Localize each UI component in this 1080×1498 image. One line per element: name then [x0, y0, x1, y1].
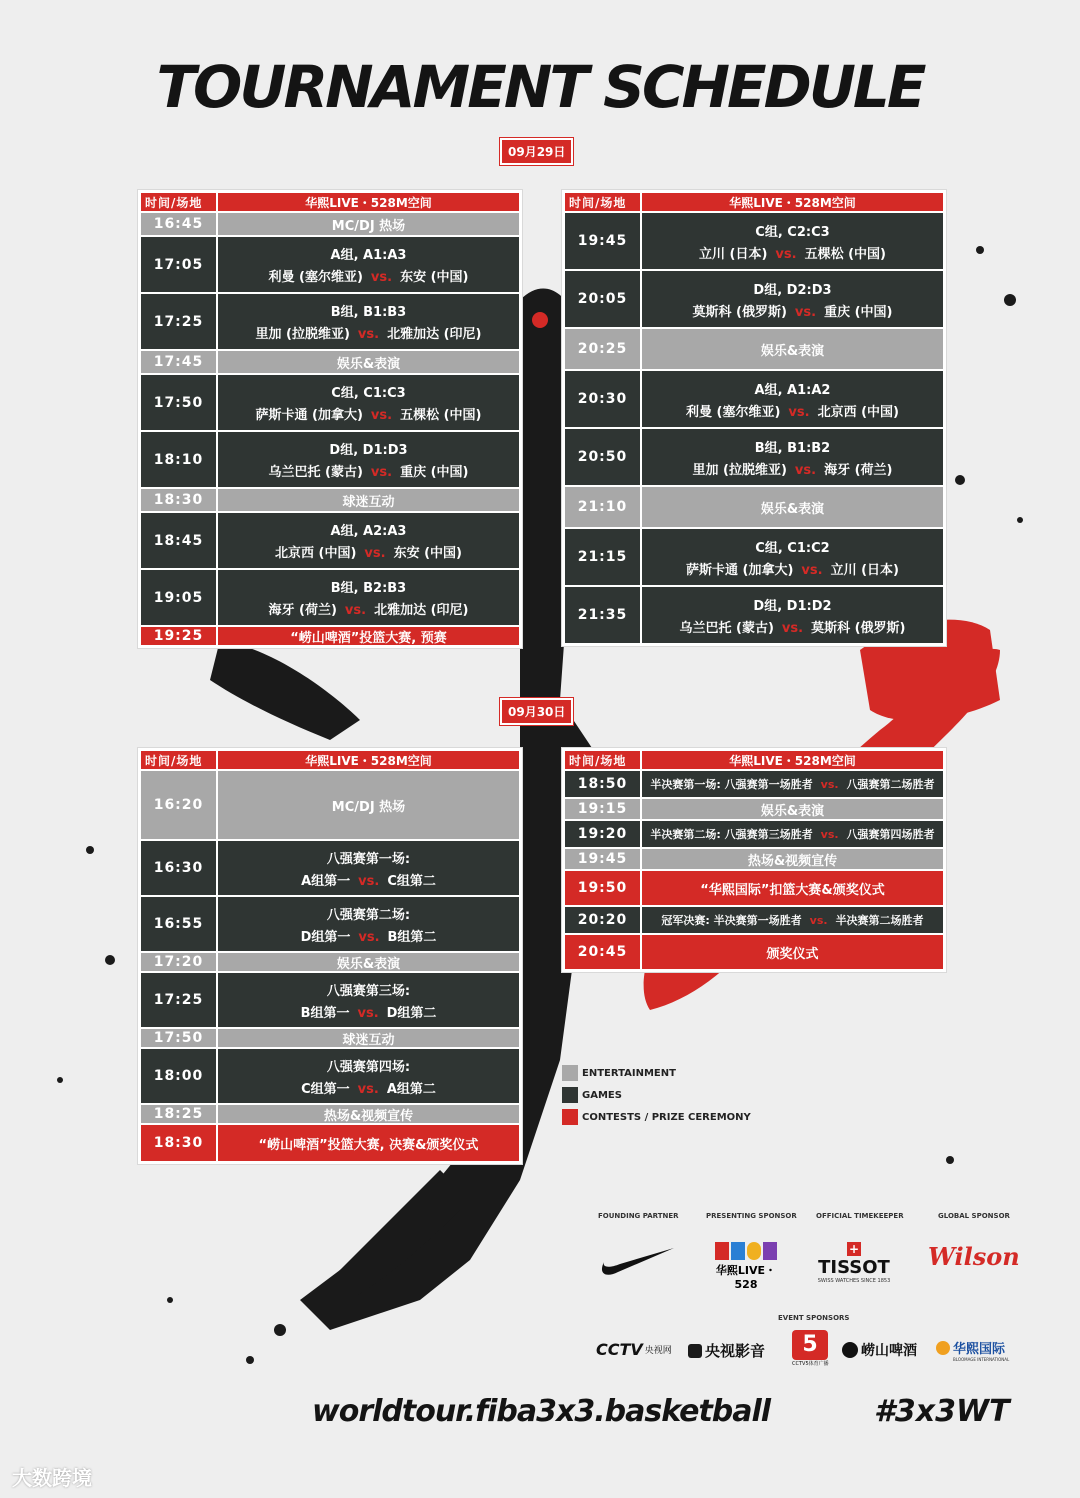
schedule-row-game [565, 429, 943, 485]
matchup [275, 542, 462, 561]
team-away: 海牙 (荷兰) [824, 462, 893, 478]
schedule-row-game [141, 432, 519, 487]
schedule-event [218, 1105, 519, 1123]
laoshan-badge-icon [842, 1342, 858, 1358]
schedule-row-game [565, 213, 943, 269]
vs-label: vs. [358, 873, 380, 889]
tissot-logo [812, 1238, 896, 1284]
schedule-row-game [141, 375, 519, 430]
event-title: A组, A1:A3 [330, 248, 407, 263]
schedule-event [218, 294, 519, 349]
vs-label: vs. [794, 304, 817, 320]
matchup [650, 826, 934, 842]
schedule-event [642, 935, 943, 969]
schedule-time: 18:50 [565, 771, 640, 797]
date-badge-day2: 09月30日 [500, 698, 573, 725]
matchup [269, 461, 469, 480]
vs-label: vs. [788, 404, 810, 420]
schedule-row-game [141, 973, 519, 1027]
event-title: 八强赛第二场: [326, 907, 411, 923]
vs-label: vs. [358, 929, 380, 945]
team-away: 八强赛第二场胜者 [846, 778, 935, 791]
schedule-row-game [141, 1049, 519, 1103]
schedule-row-prize [565, 871, 943, 905]
team-home: D组第一 [300, 929, 351, 945]
event-title: 热场&视频宣传 [323, 1108, 414, 1124]
schedule-row-ent [141, 213, 519, 235]
huaxi-live-mark [706, 1242, 786, 1260]
schedule-event [642, 821, 943, 847]
schedule-event [642, 771, 943, 797]
header-venue-label: 华熙LIVE・528M空间 [218, 193, 519, 211]
schedule-header-row [565, 751, 943, 769]
huaxi-intl-text: 华熙国际 [953, 1342, 1006, 1357]
tissot-tagline: SWISS WATCHES SINCE 1853 [817, 1278, 891, 1284]
event-title: B组, B1:B2 [754, 440, 831, 456]
team-home: 海牙 (荷兰) [268, 603, 337, 618]
team-home: 北京西 (中国) [275, 546, 357, 561]
schedule-event [218, 213, 519, 235]
header-time-label: 时间/场地 [141, 193, 216, 211]
wilson-logo: Wilson [928, 1242, 1020, 1271]
schedule-event [218, 570, 519, 625]
vs-label: vs. [357, 1005, 379, 1021]
schedule-event [218, 973, 519, 1027]
schedule-event [218, 432, 519, 487]
matchup [269, 266, 469, 285]
legend-label: ENTERTAINMENT [582, 1067, 676, 1079]
legend-item-entertainment [562, 1062, 751, 1084]
event-sponsors-label: EVENT SPONSORS [778, 1314, 850, 1322]
event-title: MC/DJ 热场 [331, 799, 406, 815]
schedule-event [218, 897, 519, 951]
team-away: 东安 (中国) [400, 270, 469, 285]
schedule-time: 19:45 [565, 849, 640, 869]
tissot-wordmark: TISSOT [818, 1257, 890, 1278]
cctv-com-text: 央视网 [644, 1346, 672, 1356]
schedule-row-ent [565, 799, 943, 819]
event-title: 娱乐&表演 [336, 356, 401, 372]
legend-swatch-games [562, 1087, 578, 1103]
schedule-row-ent [565, 849, 943, 869]
matchup [256, 323, 482, 342]
cctv5-mark: 5 [792, 1330, 828, 1360]
team-away: 东安 (中国) [393, 546, 462, 561]
legend-swatch-entertainment [562, 1065, 578, 1081]
nike-logo [596, 1240, 676, 1280]
schedule-row-game [141, 294, 519, 349]
schedule-row-game [141, 841, 519, 895]
schedule-event [642, 871, 943, 905]
vs-label: vs. [370, 465, 393, 480]
schedule-event [642, 587, 943, 643]
schedule-event [642, 529, 943, 585]
event-title: D组, D2:D3 [753, 282, 832, 298]
event-title: A组, A1:A2 [754, 382, 831, 398]
matchup [301, 1002, 437, 1021]
event-title: 娱乐&表演 [760, 803, 825, 819]
team-home: 乌兰巴托 (蒙古) [268, 465, 363, 480]
vs-label: vs. [794, 462, 817, 478]
schedule-time: 17:25 [141, 294, 216, 349]
play-icon [688, 1344, 702, 1358]
event-title: 球迷互动 [342, 494, 395, 510]
schedule-time: 18:30 [141, 489, 216, 511]
schedule-row-game [565, 587, 943, 643]
team-home: B组第一 [300, 1005, 350, 1021]
schedule-time: 17:25 [141, 973, 216, 1027]
schedule-row-game [565, 821, 943, 847]
schedule-event [218, 489, 519, 511]
event-title: 球迷互动 [342, 1032, 395, 1048]
schedule-row-ent [565, 329, 943, 369]
legend-label: CONTESTS / PRIZE CEREMONY [582, 1111, 751, 1123]
schedule-row-game [141, 897, 519, 951]
event-title: A组, A2:A3 [330, 524, 407, 539]
vs-label: vs. [364, 546, 386, 561]
cctv-video-logo [688, 1340, 765, 1361]
event-title: C组, C1:C2 [755, 540, 830, 556]
official-timekeeper-label: OFFICIAL TIMEKEEPER [816, 1212, 904, 1220]
schedule-event [218, 771, 519, 839]
schedule-time: 17:20 [141, 953, 216, 971]
event-title: D组, D1:D2 [753, 598, 832, 614]
schedule-panel-day2-right [562, 748, 946, 972]
schedule-time: 18:45 [141, 513, 216, 568]
vs-label: vs. [820, 828, 839, 841]
vs-label: vs. [370, 270, 393, 285]
schedule-row-ent [141, 351, 519, 373]
team-away: 八强赛第四场胜者 [846, 828, 935, 841]
schedule-time: 19:25 [141, 627, 216, 645]
event-title: D组, D1:D3 [329, 443, 408, 458]
schedule-row-game [565, 771, 943, 797]
schedule-row-ent [141, 1029, 519, 1047]
legend-label: GAMES [582, 1089, 622, 1101]
team-away: 立川 (日本) [830, 562, 899, 578]
team-away: 五棵松 (中国) [400, 408, 482, 423]
team-home: 里加 (拉脱维亚) [692, 462, 787, 478]
website-url[interactable]: worldtour.fiba3x3.basketball [312, 1394, 771, 1429]
schedule-time: 17:50 [141, 1029, 216, 1047]
schedule-row-prize [565, 935, 943, 969]
matchup [269, 599, 469, 618]
huaxi-intl-en-text: BLOOMAGE INTERNATIONAL [953, 1357, 1010, 1362]
schedule-time: 21:15 [565, 529, 640, 585]
matchup [301, 870, 436, 889]
event-title: 八强赛第四场: [326, 1059, 411, 1075]
matchup [693, 459, 893, 478]
team-home: C组第一 [301, 1081, 350, 1097]
team-away: 北雅加达 (印尼) [387, 327, 482, 342]
schedule-event [642, 371, 943, 427]
schedule-event [642, 429, 943, 485]
team-away: 莫斯科 (俄罗斯) [811, 620, 906, 636]
vs-label: vs. [781, 620, 804, 636]
laoshan-logo [842, 1340, 917, 1360]
schedule-time: 16:55 [141, 897, 216, 951]
schedule-time: 20:45 [565, 935, 640, 969]
schedule-panel-day1-right [562, 190, 946, 646]
cctv-wordmark: CCTV [596, 1340, 643, 1359]
schedule-event [642, 799, 943, 819]
cctv-com-logo [596, 1340, 672, 1359]
schedule-row-ent [565, 487, 943, 527]
vs-label: vs. [357, 1081, 379, 1097]
schedule-event [642, 487, 943, 527]
team-home: 半决赛第一场: 八强赛第一场胜者 [650, 778, 813, 791]
team-away: B组第二 [387, 929, 437, 945]
matchup [686, 401, 899, 420]
schedule-time: 19:50 [565, 871, 640, 905]
schedule-event [642, 213, 943, 269]
team-away: 半决赛第二场胜者 [835, 914, 924, 927]
cctv5-logo [792, 1330, 828, 1367]
team-away: 北京西 (中国) [817, 404, 899, 420]
team-home: 半决赛第二场: 八强赛第三场胜者 [650, 828, 813, 841]
legend-item-contests [562, 1106, 751, 1128]
header-venue-label: 华熙LIVE・528M空间 [642, 193, 943, 211]
schedule-time: 21:35 [565, 587, 640, 643]
schedule-event [218, 375, 519, 430]
tissot-cross-icon: + [848, 1242, 860, 1256]
schedule-time: 18:30 [141, 1125, 216, 1161]
event-title: 娱乐&表演 [760, 501, 825, 517]
header-time-label: 时间/场地 [565, 193, 640, 211]
team-home: 莫斯科 (俄罗斯) [692, 304, 787, 320]
schedule-time: 17:50 [141, 375, 216, 430]
watermark: 大数跨境 [12, 1466, 92, 1490]
schedule-header-row [141, 751, 519, 769]
schedule-time: 20:05 [565, 271, 640, 327]
schedule-time: 17:45 [141, 351, 216, 373]
schedule-event [218, 237, 519, 292]
schedule-row-game [141, 237, 519, 292]
legend [562, 1062, 751, 1128]
vs-label: vs. [775, 246, 797, 262]
event-title: “华熙国际”扣篮大赛&颁奖仪式 [700, 882, 885, 898]
cctv-video-text: 央视影音 [705, 1342, 766, 1360]
schedule-row-game [565, 907, 943, 933]
vs-label: vs. [820, 778, 839, 791]
schedule-row-game [141, 570, 519, 625]
schedule-row-prize [141, 1125, 519, 1161]
matchup [661, 912, 923, 928]
schedule-row-game [565, 371, 943, 427]
team-away: C组第二 [387, 873, 436, 889]
team-away: 北雅加达 (印尼) [374, 603, 469, 618]
schedule-panel-day2-left [138, 748, 522, 1164]
event-title: B组, B2:B3 [330, 581, 407, 596]
event-title: 娱乐&表演 [760, 343, 825, 359]
team-home: 萨斯卡通 (加拿大) [686, 562, 794, 578]
event-title: “崂山啤酒”投篮大赛, 预赛 [290, 630, 447, 646]
schedule-header-row [141, 193, 519, 211]
schedule-time: 18:10 [141, 432, 216, 487]
schedule-row-ent [141, 489, 519, 511]
date-badge-day1: 09月29日 [500, 138, 573, 165]
team-away: A组第二 [386, 1081, 436, 1097]
schedule-time: 18:25 [141, 1105, 216, 1123]
schedule-panel-day1-left [138, 190, 522, 648]
schedule-event [218, 1029, 519, 1047]
team-home: 乌兰巴托 (蒙古) [679, 620, 774, 636]
team-away: 五棵松 (中国) [804, 246, 886, 262]
team-home: 利曼 (塞尔维亚) [686, 404, 781, 420]
vs-label: vs. [344, 603, 367, 618]
matchup [699, 243, 886, 262]
presenting-sponsor-label: PRESENTING SPONSOR [706, 1212, 797, 1220]
huaxi-intl-swoosh-icon [936, 1341, 950, 1355]
team-away: 重庆 (中国) [824, 304, 893, 320]
schedule-time: 20:25 [565, 329, 640, 369]
huaxi-intl-logo [936, 1338, 1009, 1362]
schedule-time: 16:45 [141, 213, 216, 235]
schedule-time: 20:50 [565, 429, 640, 485]
schedule-time: 20:30 [565, 371, 640, 427]
schedule-row-game [565, 529, 943, 585]
event-title: 八强赛第一场: [326, 851, 411, 867]
header-time-label: 时间/场地 [141, 751, 216, 769]
schedule-time: 19:05 [141, 570, 216, 625]
schedule-event [218, 841, 519, 895]
vs-label: vs. [370, 408, 393, 423]
schedule-header-row [565, 193, 943, 211]
matchup [301, 926, 437, 945]
team-home: A组第一 [301, 873, 351, 889]
schedule-event [218, 1125, 519, 1161]
schedule-event [642, 329, 943, 369]
team-home: 里加 (拉脱维亚) [255, 327, 350, 342]
header-venue-label: 华熙LIVE・528M空间 [642, 751, 943, 769]
matchup [686, 559, 899, 578]
event-title: B组, B1:B3 [330, 305, 407, 320]
founding-partner-label: FOUNDING PARTNER [598, 1212, 679, 1220]
team-away: D组第二 [386, 1005, 437, 1021]
team-home: 冠军决赛: 半决赛第一场胜者 [661, 914, 802, 927]
matchup [693, 301, 893, 320]
legend-item-games [562, 1084, 751, 1106]
schedule-event [642, 907, 943, 933]
schedule-event [218, 513, 519, 568]
matchup [256, 404, 482, 423]
schedule-time: 20:20 [565, 907, 640, 933]
schedule-time: 17:05 [141, 237, 216, 292]
team-away: 重庆 (中国) [400, 465, 469, 480]
team-home: 利曼 (塞尔维亚) [268, 270, 363, 285]
huaxi-live-logo [706, 1242, 786, 1291]
schedule-time: 19:20 [565, 821, 640, 847]
header-time-label: 时间/场地 [565, 751, 640, 769]
schedule-time: 19:15 [565, 799, 640, 819]
schedule-time: 19:45 [565, 213, 640, 269]
laoshan-text: 崂山啤酒 [861, 1343, 917, 1359]
schedule-row-ent [141, 1105, 519, 1123]
cctv5-text: CCTV5体育广播 [792, 1361, 829, 1367]
team-home: 立川 (日本) [699, 246, 768, 262]
schedule-event [218, 953, 519, 971]
vs-label: vs. [801, 562, 823, 578]
schedule-time: 16:30 [141, 841, 216, 895]
event-title: C组, C1:C3 [331, 386, 406, 401]
event-title: 热场&视频宣传 [747, 853, 838, 869]
schedule-row-ent [141, 953, 519, 971]
schedule-time: 18:00 [141, 1049, 216, 1103]
header-venue-label: 华熙LIVE・528M空间 [218, 751, 519, 769]
event-title: 颁奖仪式 [766, 946, 819, 962]
schedule-time: 16:20 [141, 771, 216, 839]
event-title: C组, C2:C3 [755, 224, 830, 240]
schedule-time: 21:10 [565, 487, 640, 527]
schedule-event [218, 1049, 519, 1103]
event-title: MC/DJ 热场 [331, 218, 406, 234]
huaxi-live-text: 华熙LIVE・528 [715, 1264, 777, 1291]
page-title: TOURNAMENT SCHEDULE [156, 53, 924, 121]
schedule-event [218, 627, 519, 645]
schedule-row-prize [141, 627, 519, 645]
matchup [650, 776, 934, 792]
schedule-event [642, 271, 943, 327]
schedule-row-game [141, 513, 519, 568]
event-title: 娱乐&表演 [336, 956, 401, 972]
vs-label: vs. [809, 914, 828, 927]
legend-swatch-contests [562, 1109, 578, 1125]
global-sponsor-label: GLOBAL SPONSOR [938, 1212, 1010, 1220]
schedule-row-ent [141, 771, 519, 839]
vs-label: vs. [357, 327, 380, 342]
event-title: 八强赛第三场: [326, 983, 411, 999]
hashtag: #3x3WT [874, 1394, 1010, 1429]
schedule-event [642, 849, 943, 869]
matchup [680, 617, 906, 636]
schedule-row-game [565, 271, 943, 327]
event-title: “崂山啤酒”投篮大赛, 决赛&颁奖仪式 [258, 1137, 479, 1153]
schedule-event [218, 351, 519, 373]
matchup [301, 1078, 436, 1097]
team-home: 萨斯卡通 (加拿大) [255, 408, 363, 423]
